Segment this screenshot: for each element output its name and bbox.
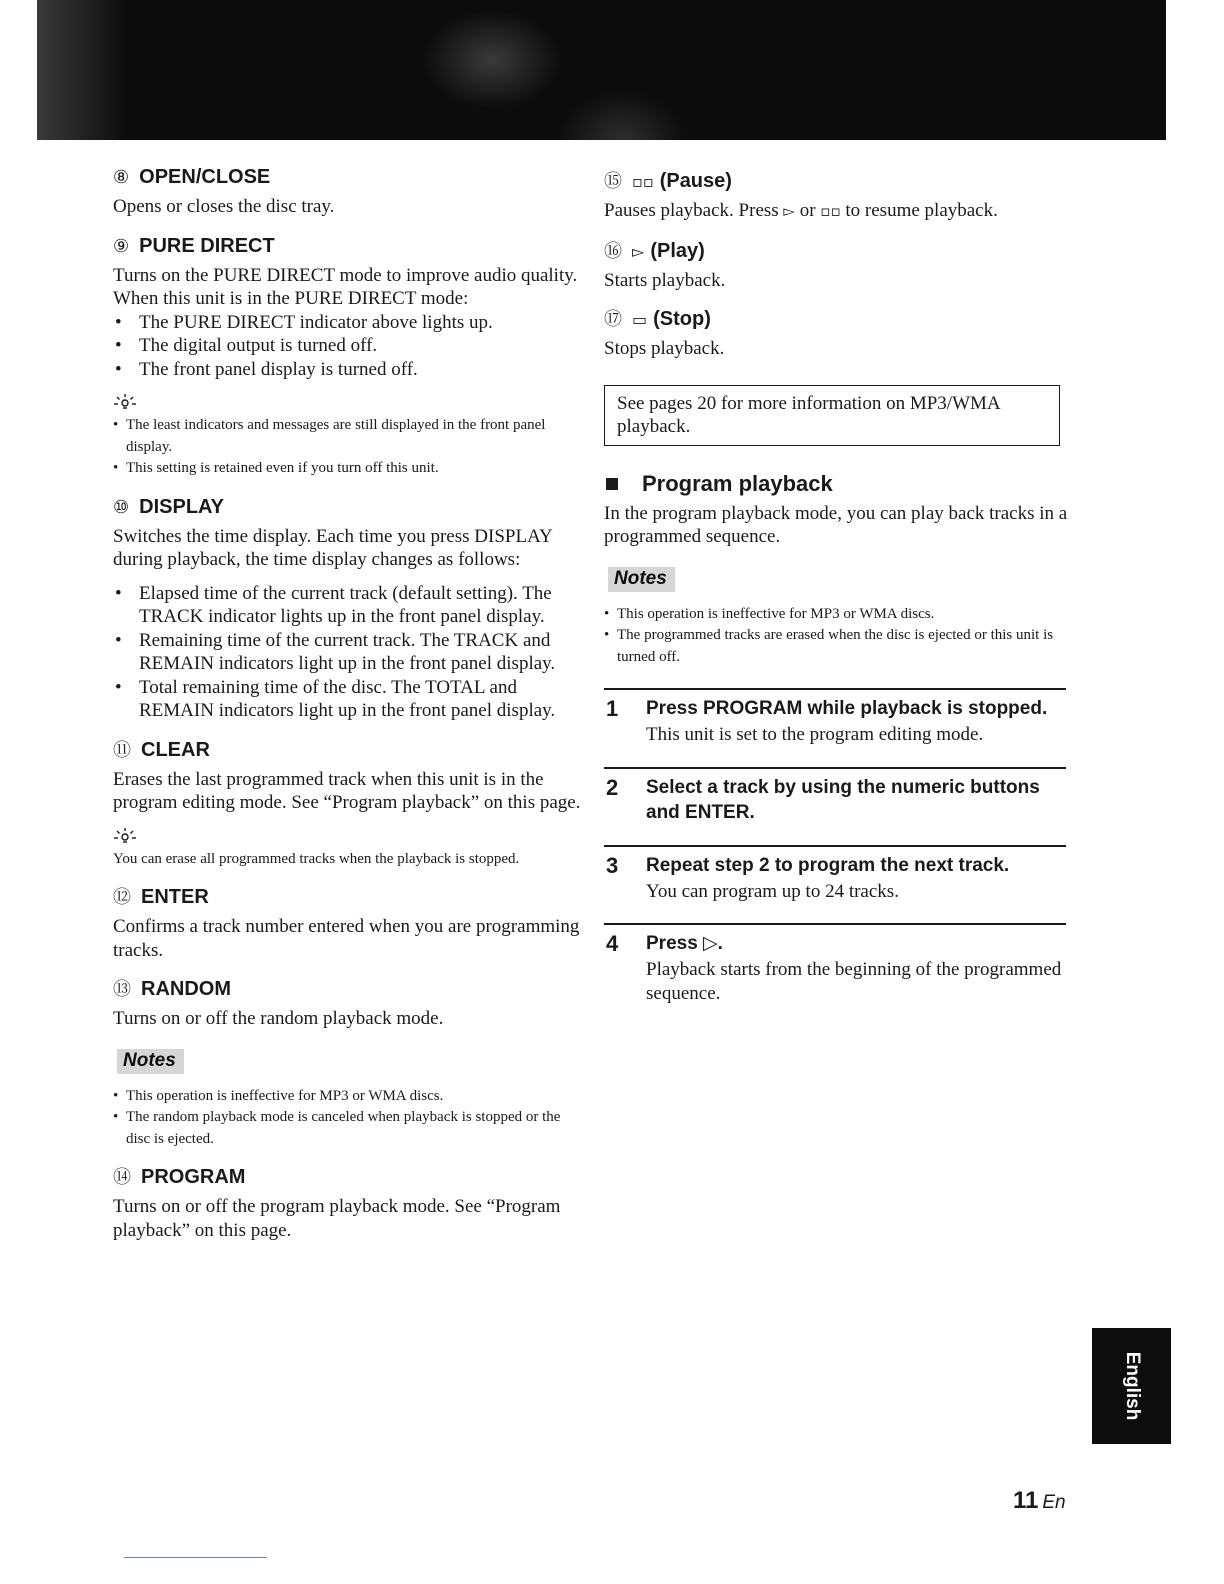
- info-box: See pages 20 for more information on MP3/WMA playback.: [604, 385, 1060, 446]
- item-number: ⑩: [113, 496, 130, 518]
- item-program: [113, 1164, 583, 1242]
- item-stop: [604, 306, 1069, 361]
- tip-lightbulb-icon: [113, 393, 583, 411]
- item-description: Turns on or off the random playback mode.: [113, 1008, 444, 1029]
- step-body: Playback starts from the beginning of the programmed sequence.: [646, 959, 1062, 1004]
- text-run: Pauses playback. Press: [604, 200, 779, 221]
- item-open-close: [113, 164, 583, 219]
- step-title: Press PROGRAM while playback is stopped.: [646, 698, 1048, 719]
- page-language: En: [1042, 1492, 1066, 1513]
- step-number: 4: [606, 931, 619, 956]
- item-title: ENTER: [141, 886, 209, 908]
- list-item: • This setting is retained even if you turn off this unit.: [113, 458, 583, 480]
- list-item: • This operation is ineffective for MP3 or WMA discs.: [604, 604, 1069, 626]
- item-play: [604, 238, 1069, 293]
- square-bullet-icon: [606, 478, 618, 490]
- right-column: [604, 168, 1069, 1005]
- header-texture: [37, 0, 127, 140]
- step-number: 2: [606, 774, 619, 800]
- item-heading: [113, 737, 583, 764]
- item-heading: [113, 233, 583, 260]
- play-icon: ▻: [632, 241, 645, 261]
- step-title: Select a track by using the numeric buttons and ENTER.: [646, 776, 1040, 823]
- list-item: • This operation is ineffective for MP3 or WMA discs.: [113, 1086, 583, 1108]
- header-texture: [557, 90, 687, 140]
- text-run: or: [799, 200, 816, 221]
- list-item: • Remaining time of the current track. The TRACK and REMAIN indicators light up in the front panel display.: [113, 629, 583, 676]
- pause-icon: ▫▫: [632, 172, 654, 191]
- step-body: This unit is set to the program editing mode.: [646, 724, 984, 745]
- section-heading: [604, 470, 1069, 498]
- item-pause: [604, 168, 1069, 224]
- item-title: OPEN/CLOSE: [139, 166, 271, 188]
- list-item: • Total remaining time of the disc. The TOTAL and REMAIN indicators light up in the front panel display.: [113, 676, 583, 723]
- pause-icon: ▫▫: [820, 202, 841, 220]
- footer-rule: [124, 1557, 267, 1558]
- item-description: Turns on the PURE DIRECT mode to improve audio quality.: [113, 264, 578, 286]
- language-tab: [1092, 1328, 1171, 1444]
- section-title: Program playback: [642, 470, 833, 496]
- step-body: You can program up to 24 tracks.: [646, 880, 899, 902]
- item-clear: [113, 737, 583, 871]
- step-3: [604, 845, 1066, 904]
- item-random: [113, 976, 583, 1150]
- header-texture: [422, 10, 562, 110]
- item-pure-direct: [113, 233, 583, 480]
- tip-list: [113, 415, 583, 480]
- item-display: [113, 494, 583, 723]
- item-description: Turns on or off the program playback mode. See “Program playback” on this page.: [113, 1196, 561, 1241]
- list-item: • The random playback mode is canceled when playback is stopped or the disc is ejected.: [113, 1107, 583, 1150]
- notes-list: [113, 1086, 583, 1151]
- step-4: [604, 923, 1066, 1005]
- page-number-value: 11: [1013, 1487, 1039, 1514]
- item-number: ⑰: [604, 309, 622, 330]
- item-heading: [604, 168, 1069, 195]
- item-title: CLEAR: [141, 738, 210, 761]
- notes-badge: Notes: [117, 1049, 184, 1074]
- bullet-list: [113, 582, 583, 723]
- item-description: When this unit is in the PURE DIRECT mode:: [113, 288, 469, 309]
- page-number: [1013, 1487, 1066, 1515]
- play-icon: ▻: [783, 202, 795, 220]
- item-number: ⑨: [113, 235, 130, 257]
- item-title: RANDOM: [141, 978, 231, 1000]
- list-item: • The digital output is turned off.: [113, 334, 583, 358]
- item-number: ⑯: [604, 240, 622, 262]
- list-item: • The front panel display is turned off.: [113, 358, 583, 382]
- item-description: Switches the time display. Each time you press DISPLAY during playback, the time display changes as follows:: [113, 525, 553, 570]
- item-title: (Stop): [653, 308, 711, 330]
- program-playback-section: [604, 470, 1069, 1006]
- item-heading: [113, 976, 583, 1003]
- item-description: Erases the last programmed track when this unit is in the program editing mode. See “Program playback” on this page.: [113, 768, 581, 813]
- item-description: Opens or closes the disc tray.: [113, 196, 335, 217]
- item-title: DISPLAY: [139, 495, 224, 518]
- step-number: 3: [606, 852, 619, 878]
- language-tab-label: English: [1121, 1351, 1143, 1421]
- item-description: Confirms a track number entered when you are programming tracks.: [113, 916, 580, 961]
- item-heading: [113, 1164, 583, 1191]
- step-2: [604, 767, 1066, 825]
- notes-list: [604, 604, 1069, 669]
- item-title: PROGRAM: [141, 1166, 246, 1188]
- list-item: • The PURE DIRECT indicator above lights up.: [113, 311, 583, 335]
- tip-lightbulb-icon: [113, 827, 583, 845]
- item-number: ⑬: [113, 979, 131, 1000]
- item-heading: [113, 494, 583, 521]
- text-run: to resume playback.: [845, 200, 998, 221]
- tip-text: You can erase all programmed tracks when the playback is stopped.: [113, 850, 520, 867]
- bullet-list: [113, 311, 583, 382]
- stop-icon: ▭: [632, 310, 648, 329]
- step-number: 1: [606, 696, 619, 721]
- item-number: ⑮: [604, 171, 622, 192]
- list-item: • Elapsed time of the current track (default setting). The TRACK indicator lights up in the front panel display.: [113, 582, 583, 629]
- item-title: (Play): [650, 239, 705, 262]
- item-description: Stops playback.: [604, 338, 725, 359]
- item-title: (Pause): [659, 170, 732, 192]
- item-number: ⑧: [113, 167, 130, 188]
- left-column: [113, 164, 583, 1256]
- step-1: [604, 688, 1066, 747]
- step-title: Press ▷.: [646, 933, 723, 954]
- step-title: Repeat step 2 to program the next track.: [646, 854, 1010, 876]
- header-band: [37, 0, 1166, 140]
- item-heading: [604, 238, 1069, 265]
- notes-badge: Notes: [608, 567, 675, 592]
- section-description: In the program playback mode, you can play back tracks in a programmed sequence.: [604, 502, 1068, 547]
- list-item: • The least indicators and messages are still displayed in the front panel display.: [113, 415, 583, 458]
- item-number: ⑫: [113, 887, 131, 908]
- item-heading: [604, 306, 1069, 333]
- item-heading: [113, 164, 583, 191]
- item-title: PURE DIRECT: [139, 234, 275, 257]
- item-number: ⑭: [113, 1167, 131, 1188]
- item-description: [604, 199, 1069, 224]
- item-number: ⑪: [113, 739, 131, 761]
- item-description: Starts playback.: [604, 269, 726, 291]
- item-heading: [113, 884, 583, 911]
- item-enter: [113, 884, 583, 962]
- list-item: • The programmed tracks are erased when the disc is ejected or this unit is turned off.: [604, 625, 1069, 668]
